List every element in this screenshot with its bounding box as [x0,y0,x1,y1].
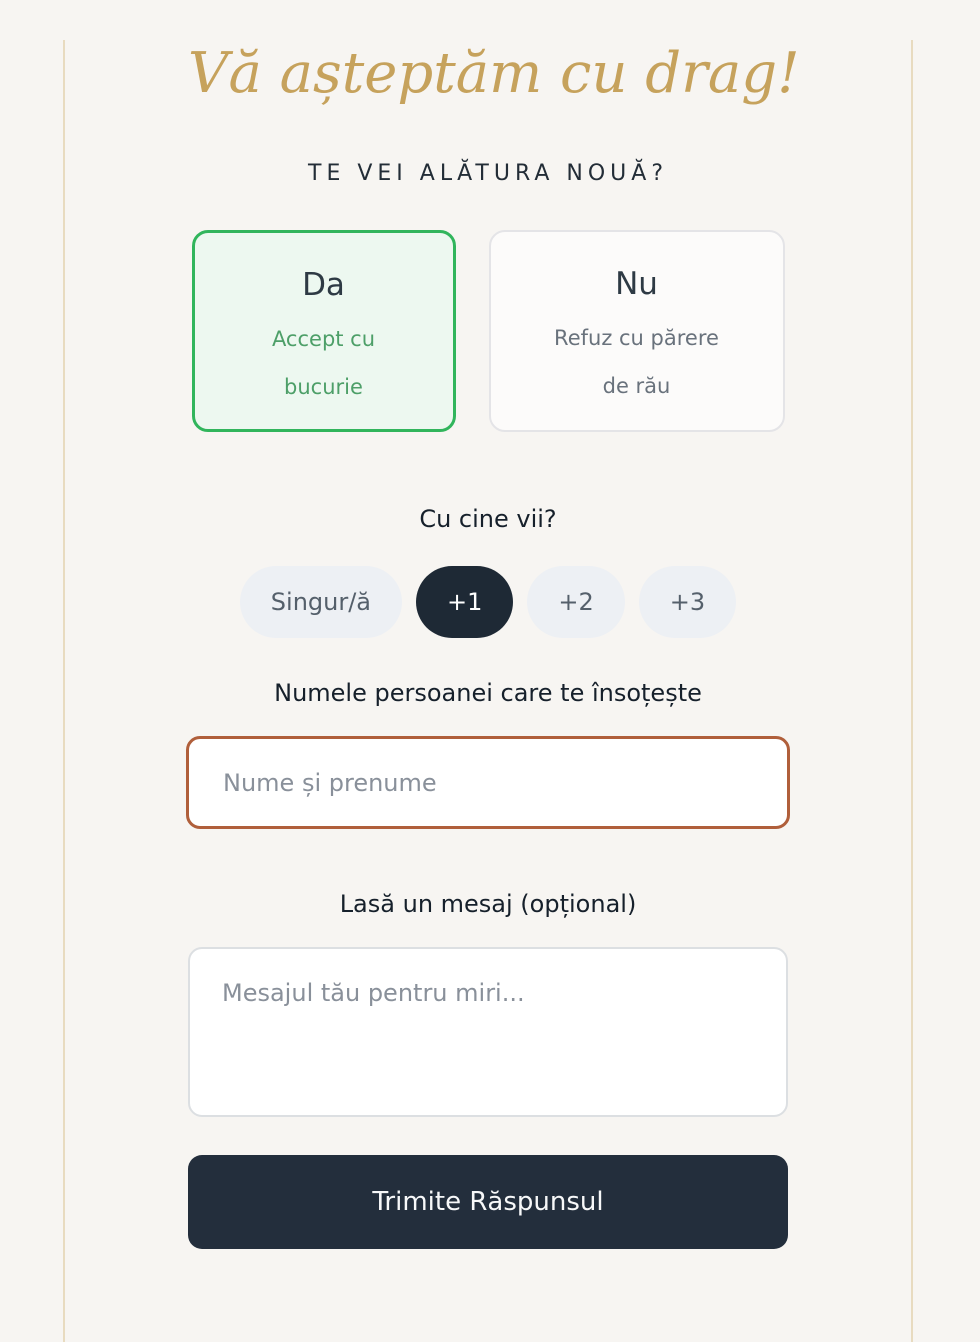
companion-count-options [188,566,788,638]
no-option-sublabel-line2: de rău [602,374,671,399]
yes-option-sublabel [195,315,453,411]
no-option-label: Nu [615,266,658,303]
attendance-options [188,230,788,432]
page-background [0,40,980,1342]
submit-button[interactable]: Trimite Răspunsul [188,1155,788,1249]
companions-question: Cu cine vii? [419,505,557,534]
yes-option-label: Da [302,267,345,304]
message-label: Lasă un mesaj (opțional) [339,890,637,919]
companion-name-label: Numele persoanei care te însoțește [274,679,702,708]
rsvp-form [188,40,800,1249]
attendance-question: TE VEI ALĂTURA NOUĂ? [308,161,668,187]
companion-pill-plus1[interactable]: +1 [416,566,513,638]
companion-pill-plus3[interactable]: +3 [639,566,736,638]
no-option-sublabel [491,314,783,410]
invitation-panel [63,40,913,1342]
no-option-sublabel-line1: Refuz cu părere [554,326,719,351]
yes-option-sublabel-line1: Accept cu [271,327,376,352]
rsvp-option-yes[interactable] [192,230,456,432]
companion-name-input[interactable] [186,736,790,829]
page-title: Vă așteptăm cu drag! [188,41,800,106]
message-textarea[interactable] [188,947,788,1117]
rsvp-option-no[interactable] [489,230,785,432]
companion-pill-alone[interactable]: Singur/ă [240,566,402,638]
yes-option-sublabel-line2: bucurie [284,375,363,400]
companion-pill-plus2[interactable]: +2 [527,566,624,638]
